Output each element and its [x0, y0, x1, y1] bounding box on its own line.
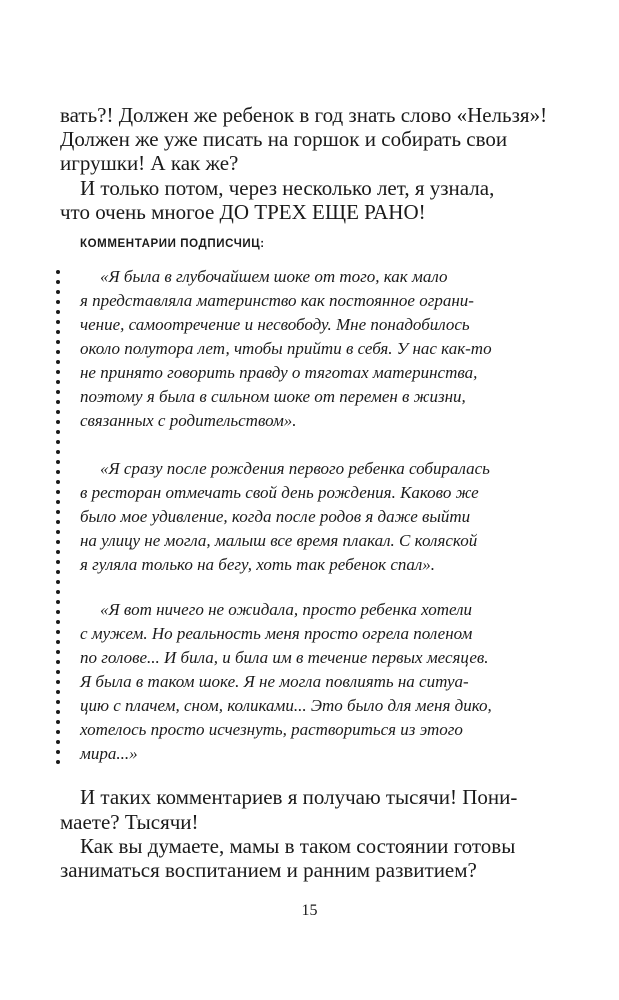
rule-dot: [56, 510, 60, 514]
body-text-line: Как вы думаете, мамы в таком состоянии готовы: [80, 834, 516, 858]
body-text-line: маете? Тысячи!: [60, 810, 199, 834]
quote-line: мира...»: [80, 744, 138, 763]
rule-dot: [56, 340, 60, 344]
quote-line: связанных с родительством».: [80, 411, 297, 430]
rule-dot: [56, 650, 60, 654]
rule-dot: [56, 580, 60, 584]
quote-line: с мужем. Но реальность меня просто огрела поленом: [80, 624, 473, 643]
rule-dot: [56, 740, 60, 744]
rule-dot: [56, 630, 60, 634]
quote-line: чение, самоотречение и несвободу. Мне понадобилось: [80, 315, 470, 334]
quote-line: по голове... И била, и била им в течение первых месяцев.: [80, 648, 489, 667]
rule-dot: [56, 470, 60, 474]
rule-dot: [56, 380, 60, 384]
rule-dot: [56, 370, 60, 374]
quote-line: не принято говорить правду о тяготах материнства,: [80, 363, 478, 382]
quote-line: «Я сразу после рождения первого ребенка собиралась: [100, 459, 490, 478]
body-text-line: игрушки! А как же?: [60, 151, 239, 175]
quote-line: «Я вот ничего не ожидала, просто ребенка хотели: [100, 600, 473, 619]
rule-dot: [56, 310, 60, 314]
body-text-line: И таких комментариев я получаю тысячи! Пони-: [80, 785, 518, 809]
quote-line: «Я была в глубочайшем шоке от того, как мало: [100, 267, 448, 286]
rule-dot: [56, 640, 60, 644]
rule-dot: [56, 720, 60, 724]
quote-line: в ресторан отмечать свой день рождения. Каково же: [80, 483, 479, 502]
rule-dot: [56, 620, 60, 624]
rule-dot: [56, 690, 60, 694]
rule-dot: [56, 520, 60, 524]
rule-dot: [56, 570, 60, 574]
rule-dot: [56, 750, 60, 754]
quote-line: цию с плачем, сном, коликами... Это было для меня дико,: [80, 696, 492, 715]
rule-dot: [56, 710, 60, 714]
quote-line: Я была в таком шоке. Я не могла повлиять на ситуа-: [80, 672, 469, 691]
rule-dot: [56, 410, 60, 414]
rule-dot: [56, 610, 60, 614]
rule-dot: [56, 430, 60, 434]
rule-dot: [56, 450, 60, 454]
rule-dot: [56, 500, 60, 504]
rule-dot: [56, 270, 60, 274]
rule-dot: [56, 590, 60, 594]
rule-dot: [56, 730, 60, 734]
rule-dot: [56, 350, 60, 354]
rule-dot: [56, 660, 60, 664]
rule-dot: [56, 600, 60, 604]
body-text-line: заниматься воспитанием и ранним развитием?: [60, 858, 477, 882]
body-text-line: И только потом, через несколько лет, я узнала,: [80, 176, 495, 200]
quote-line: на улицу не могла, малыш все время плакал. С коляской: [80, 531, 478, 550]
quote-line: было мое удивление, когда после родов я даже выйти: [80, 507, 471, 526]
rule-dot: [56, 680, 60, 684]
body-text-line: что очень многое ДО ТРЕХ ЕЩЕ РАНО!: [60, 200, 426, 224]
rule-dot: [56, 420, 60, 424]
rule-dot: [56, 670, 60, 674]
quote-line: я представляла материнство как постоянное ограни-: [80, 291, 474, 310]
rule-dot: [56, 280, 60, 284]
rule-dot: [56, 480, 60, 484]
rule-dot: [56, 460, 60, 464]
rule-dot: [56, 550, 60, 554]
comments-heading: КОММЕНТАРИИ ПОДПИСЧИЦ:: [80, 238, 265, 250]
rule-dot: [56, 390, 60, 394]
quote-line: около полутора лет, чтобы прийти в себя. У нас как-то: [80, 339, 492, 358]
body-text-line: Должен же уже писать на горшок и собирать свои: [60, 127, 508, 151]
body-text-line: вать?! Должен же ребенок в год знать слово «Нельзя»!: [60, 103, 548, 127]
rule-dot: [56, 560, 60, 564]
rule-dot: [56, 700, 60, 704]
rule-dot: [56, 490, 60, 494]
quote-line: хотелось просто исчезнуть, раствориться из этого: [80, 720, 463, 739]
quote-line: я гуляла только на бегу, хоть так ребенок спал».: [80, 555, 436, 574]
dotted-rule: [56, 270, 64, 760]
rule-dot: [56, 760, 60, 764]
page-number: 15: [301, 902, 318, 919]
rule-dot: [56, 440, 60, 444]
rule-dot: [56, 530, 60, 534]
rule-dot: [56, 290, 60, 294]
rule-dot: [56, 400, 60, 404]
rule-dot: [56, 320, 60, 324]
rule-dot: [56, 330, 60, 334]
quote-line: поэтому я была в сильном шоке от перемен в жизни,: [80, 387, 466, 406]
rule-dot: [56, 540, 60, 544]
rule-dot: [56, 300, 60, 304]
rule-dot: [56, 360, 60, 364]
